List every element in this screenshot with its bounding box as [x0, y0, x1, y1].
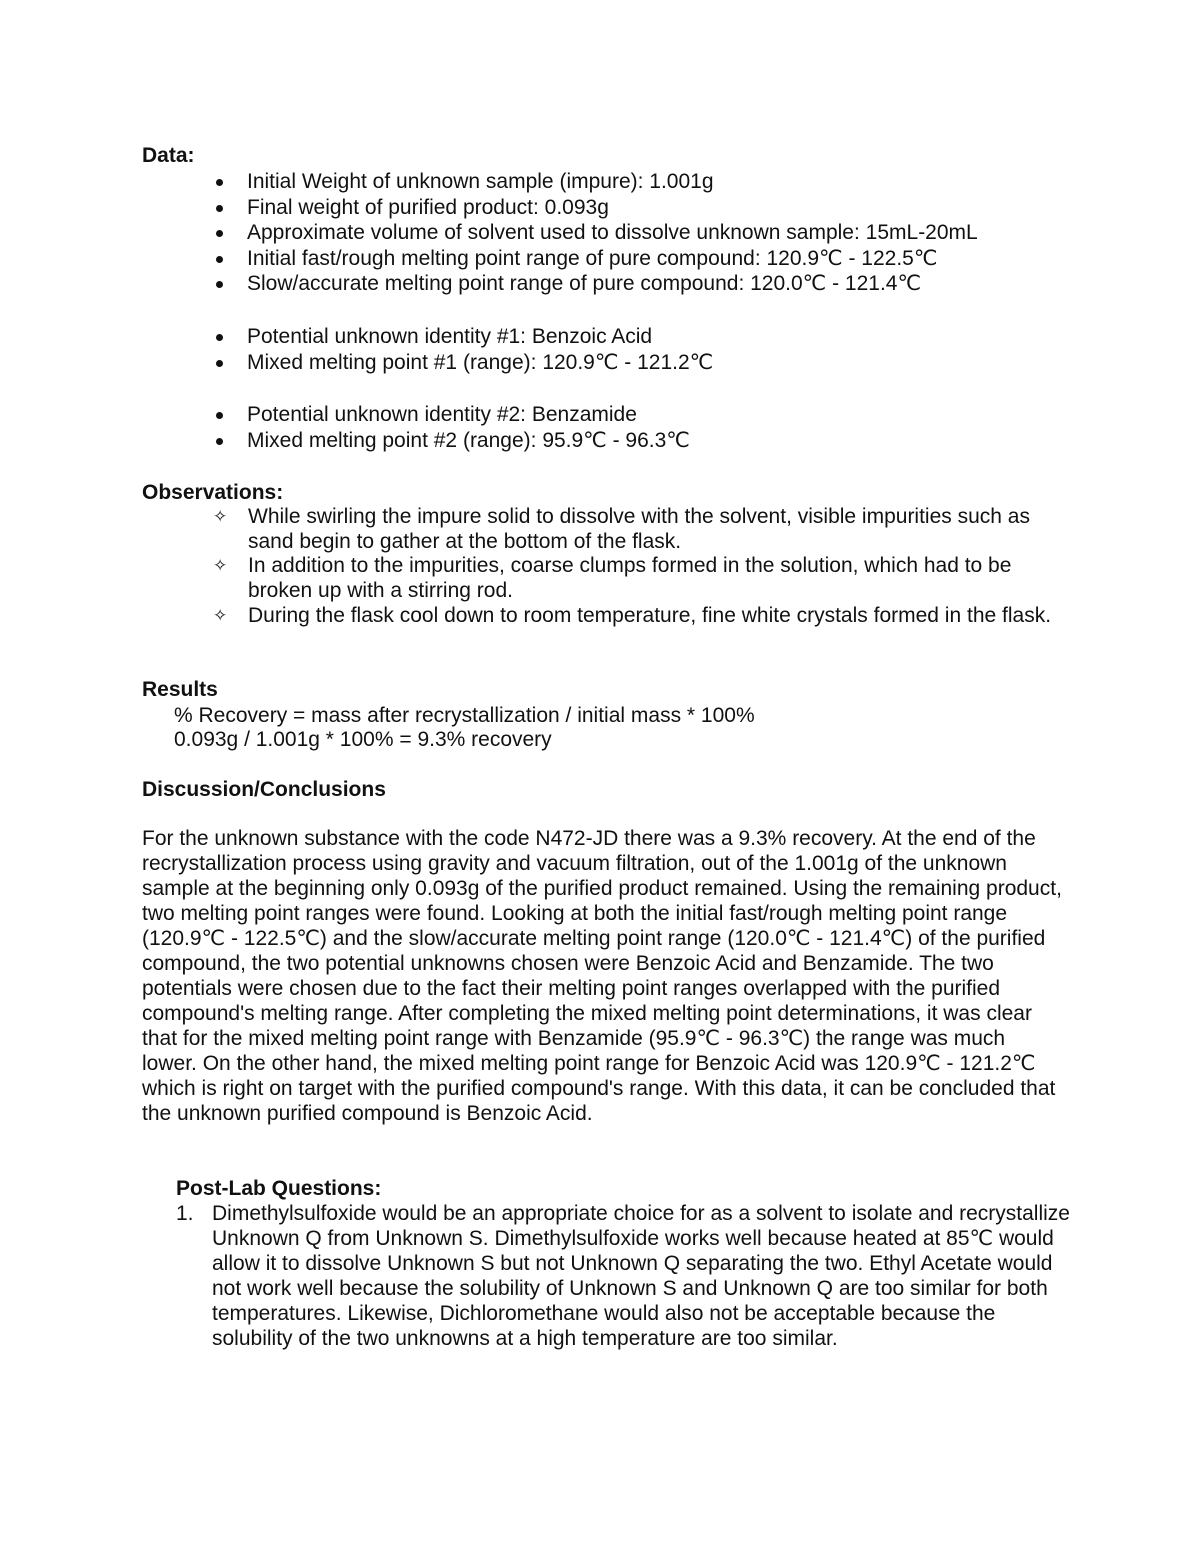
discussion-heading: Discussion/Conclusions — [142, 778, 386, 801]
bullet-icon — [216, 412, 223, 419]
document-page: Data: Initial Weight of unknown sample (impure): 1.001g Final weight of purified product: 0.093g Approximate volume of solvent used to dissolve unknown sample: 15mL-20mL Initial fast/rough melting point range of pure compound: 120.9℃ - 122.5℃ Slow/accurate melting point range of pure compound: 120.0℃ - 121.4℃ Potential unknown identity #1: Benzoic Acid Mixed melting point #1 (range): 120.9℃ - 121.2℃ Potential unknown identity #2: Benzamide Mixed melting point #2 (range): 95.9℃ - 96.3℃ Observations: ✧ While swirling the impure solid to dissolve with the solvent, visible impurities such as sand begin to gather at the bottom of the flask. ✧ In addition to the impurities, coarse clumps formed in the solution, which had to be broken up with a stirring rod. ✧ During the flask cool down to room temperature, fine white crystals formed in the flask. Results % Recovery = mass after recrystallization / initial mass * 100% 0.093g / 1.001g * 100% = 9.3% recovery Discussion/Conclusions For the unknown substance with the code N472-JD there was a 9.3% recovery. At the end of the recrystallization process using gravity and vacuum filtration, out of the 1.001g of the unknown sample at the beginning only 0.093g of the purified product remained. Using the remaining product, two melting point ranges were found. Looking at both the initial fast/rough melting point range (120.9℃ - 122.5℃) and the slow/accurate melting point range (120.0℃ - 121.4℃) of the purified compound, the two potential unknowns chosen were Benzoic Acid and Benzamide. The two potentials were chosen due to the fact their melting point ranges overlapped with the purified compound's melting range. After completing the mixed melting point determinations, it was clear that for the mixed melting point range with Benzamide (95.9℃ - 96.3℃) the range was much lower. On the other hand, the mixed melting point range for Benzoic Acid was 120.9℃ - 121.2℃ which is right on target with the purified compound's range. With this data, it can be concluded that the unknown purified compound is Benzoic Acid. Post-Lab Questions: 1. Dimethylsulfoxide would be an appropriate choice for as a solvent to isolate and recrystallize Unknown Q from Unknown S. Dimethylsulfoxide works well because heated at 85℃ would allow it to dissolve Unknown S but not Unknown Q separating the two. Ethyl Acetate would not work well because the solubility of Unknown S and Unknown Q are too similar for both temperatures. Likewise, Dichloromethane would also not be acceptable because the solubility of the two unknowns at a high temperature are too similar. — [0, 0, 1200, 1553]
diamond-bullet-icon: ✧ — [213, 556, 228, 575]
observation-item: ✧ During the flask cool down to room temperature, fine white crystals formed in the flask. — [213, 604, 1052, 627]
discussion-paragraph: For the unknown substance with the code N472-JD there was a 9.3% recovery. At the end of the recrystallization process using gravity and vacuum filtration, out of the 1.001g of the unknown sample at the beginning only 0.093g of the purified product remained. Using the remaining product, two melting point ranges were found. Looking at both the initial fast/rough melting point range (120.9℃ - 122.5℃) and the slow/accurate melting point range (120.0℃ - 121.4℃) of the purified compound, the two potential unknowns chosen were Benzoic Acid and Benzamide. The two potentials were chosen due to the fact their melting point ranges overlapped with the purified compound's melting range. After completing the mixed melting point determinations, it was clear that for the mixed melting point range with Benzamide (95.9℃ - 96.3℃) the range was much lower. On the other hand, the mixed melting point range for Benzoic Acid was 120.9℃ - 121.2℃ which is right on target with the purified compound's range. With this data, it can be concluded that the unknown purified compound is Benzoic Acid. — [142, 827, 1062, 1125]
question-answer: Dimethylsulfoxide would be an appropriate choice for as a solvent to isolate and recrystallize Unknown Q from Unknown S. Dimethylsulfoxide works well because heated at 85℃ would allow it to dissolve Unknown S but not Unknown Q separating the two. Ethyl Acetate would not work well because the solubility of Unknown S and Unknown Q are too similar for both temperatures. Likewise, Dichloromethane would also not be acceptable because the solubility of the two unknowns at a high temperature are too similar. — [212, 1202, 1070, 1350]
bullet-icon — [216, 360, 223, 367]
results-heading: Results — [142, 678, 218, 701]
question-number: 1. — [176, 1202, 194, 1225]
post-lab-heading: Post-Lab Questions: — [176, 1177, 382, 1200]
observation-item: ✧ While swirling the impure solid to dissolve with the solvent, visible impurities such as sand begin to gather at the bottom of the flask. — [213, 505, 1030, 553]
bullet-icon — [216, 281, 223, 288]
observation-item: ✧ In addition to the impurities, coarse clumps formed in the solution, which had to be broken up with a stirring rod. — [213, 554, 1012, 602]
bullet-icon — [216, 179, 223, 186]
diamond-bullet-icon: ✧ — [213, 606, 228, 625]
bullet-icon — [216, 334, 223, 341]
bullet-icon — [216, 256, 223, 263]
bullet-icon — [216, 438, 223, 445]
data-heading: Data: — [142, 144, 195, 167]
diamond-bullet-icon: ✧ — [213, 507, 228, 526]
recovery-formula: % Recovery = mass after recrystallization / initial mass * 100% — [174, 704, 755, 727]
bullet-icon — [216, 230, 223, 237]
recovery-calculation: 0.093g / 1.001g * 100% = 9.3% recovery — [174, 728, 552, 751]
bullet-icon — [216, 205, 223, 212]
observations-heading: Observations: — [142, 481, 284, 504]
